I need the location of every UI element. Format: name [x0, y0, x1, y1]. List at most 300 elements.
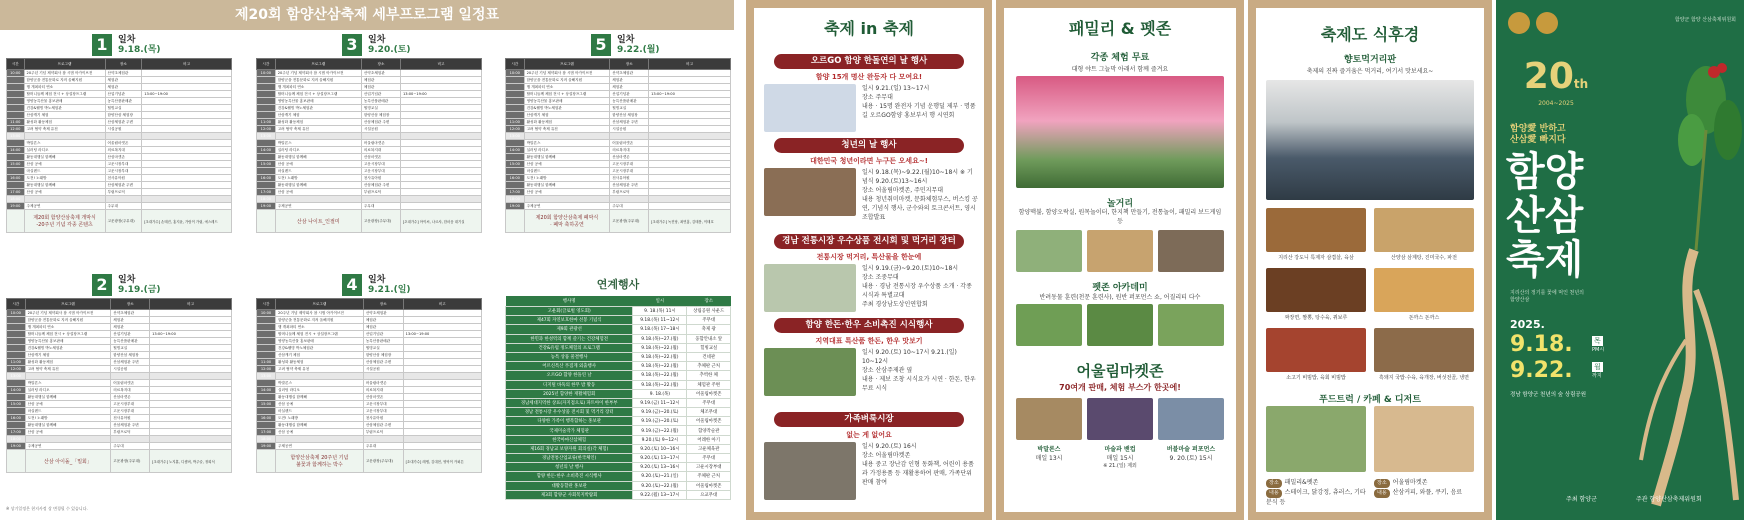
dessert-photo [1374, 406, 1474, 472]
cover-panel [1496, 0, 1744, 520]
evening-row [7, 450, 232, 473]
table-row [7, 189, 232, 196]
venue-cell: 산업기념관 [111, 331, 150, 338]
remark-cell [150, 443, 232, 450]
remark-cell [400, 112, 481, 119]
remark-cell [403, 345, 481, 352]
program-cell: 함양군을 전통문화로 지켜 올해지원 [275, 77, 361, 84]
remark-cell [150, 373, 232, 380]
venue-cell [361, 133, 400, 140]
venue-cell: 체험관 [610, 84, 649, 91]
table-row [506, 343, 731, 352]
event-date-cell: 9. 18.(목) 11시 [633, 307, 687, 316]
table-row [257, 380, 482, 387]
table-header: 장소 [610, 59, 649, 70]
event-name-cell: 제16회 경남교 보양자원 회의실(각 체험) [506, 444, 633, 453]
remark-cell [403, 429, 481, 436]
program-cell: 실러팅 라디오 [524, 147, 610, 154]
remark-cell [150, 436, 232, 443]
time-cell: 17:00 [257, 429, 276, 436]
time-cell: 14:00 [7, 147, 25, 154]
schedule-panel [0, 0, 734, 520]
venue-cell [610, 196, 649, 203]
program-cell [524, 196, 610, 203]
table-row [257, 133, 482, 140]
day-date: 9.19.(금) [118, 285, 161, 295]
event-name-cell: 한국아마산삼체험 [506, 435, 633, 444]
program-cell: 활동대행실 함께해 [276, 422, 364, 429]
time-cell: 14:00 [257, 147, 276, 154]
table-row [257, 161, 482, 168]
venue-cell: 산삼체험관 주변 [105, 119, 142, 126]
info-line: 내용 청년취미마켓, 문화체험부스, 버스킹 공연, 기념식 행사, 군수와의 토크콘서트, 영시조합발표 [862, 196, 978, 221]
day-date: 9.20.(토) [368, 45, 411, 55]
game-photo [1016, 230, 1082, 272]
table-row [7, 168, 232, 175]
day-label: 일차 [118, 35, 136, 45]
time-cell: 14:00 [257, 387, 276, 394]
program-cell: 산삼 공예 [25, 429, 111, 436]
program-cell: 고려 협약 축제 유천 [275, 126, 361, 133]
program-cell: 산삼 공예 [24, 189, 105, 196]
program-cell: 실러팅 라디오 [276, 387, 364, 394]
table-row [257, 394, 482, 401]
venue-cell: 산약초체험관 [111, 310, 150, 317]
table-row [257, 338, 482, 345]
table-header: 시간 [7, 299, 26, 310]
time-cell: 17:00 [7, 189, 25, 196]
day-number: 2 [92, 274, 112, 296]
time-cell [7, 352, 26, 359]
remark-cell [400, 189, 481, 196]
program-cell: 20주년 기념 제약회사 참 시범 아카이브전 [275, 70, 361, 77]
market-photo [1158, 398, 1224, 440]
table-row [257, 310, 482, 317]
section-photo [764, 348, 856, 396]
table-header: 프로그램 [25, 299, 111, 310]
remark-cell [649, 154, 731, 161]
table-row [257, 366, 482, 373]
time-cell: 15:00 [7, 401, 26, 408]
time-cell [7, 338, 26, 345]
program-cell: 할머니들께 체험 전시 + 상설장프그램 [524, 91, 610, 98]
food-photo [1374, 268, 1474, 312]
remark-cell [142, 147, 232, 154]
time-cell [257, 84, 276, 91]
venue-cell: 시설공원 [111, 366, 150, 373]
section-info [862, 84, 978, 120]
food-caption: 소고기 비빔밥, 육회 비빔밥 [1286, 375, 1346, 381]
time-cell: 14:00 [7, 387, 26, 394]
time-cell [257, 182, 276, 189]
table-row [506, 352, 731, 361]
time-cell [506, 154, 525, 161]
time-cell: 19:00 [506, 203, 525, 210]
time-cell [506, 105, 525, 112]
cover-slogan: 함양愛 반하고 산삼愛 빠지다 [1510, 124, 1566, 145]
evening-event: 제20회 함양산삼축제 개막식 -20주년 기념 각종 콘텐츠 [24, 210, 105, 233]
table-row [506, 472, 731, 481]
time-cell [257, 112, 276, 119]
remark-cell [150, 317, 232, 324]
time-cell: 11:00 [7, 359, 26, 366]
time-cell [506, 112, 525, 119]
guest-cell: [초대가수] 노지훈, 디셈버, 박주슬, 정희석 [150, 450, 232, 473]
market-caption: 버블마술 퍼포먼스 9. 20.(토) 15시 [1166, 446, 1216, 462]
venue-cell: 고운시장부대 [105, 161, 142, 168]
table-row [7, 394, 232, 401]
table-row [257, 317, 482, 324]
info-line: 내용 · 제보 조창 시식요가 시연 · 한돈, 한우 무료 시식 [862, 376, 976, 392]
time-cell: 16:00 [257, 415, 276, 422]
time-cell: 13:00 [257, 373, 276, 380]
venue-cell: 어울림마켓존 [363, 380, 403, 387]
table-header: 시간 [257, 59, 276, 70]
time-cell [7, 105, 25, 112]
remark-cell [142, 70, 232, 77]
table-row [257, 189, 482, 196]
event-venue-cell: 고운시장부대 [687, 463, 731, 472]
program-cell: 건강&웰빙 박노체험관 [275, 105, 361, 112]
festival-card [754, 8, 984, 512]
table-row [7, 161, 232, 168]
venue-cell: 힐빙교실 [361, 105, 400, 112]
table-row [7, 324, 232, 331]
info-line: 장소 어울림마켓존, 주민지무대 [862, 187, 944, 194]
venue-cell: 체험관 [363, 324, 403, 331]
emblem-icon [1508, 12, 1530, 34]
table-row [257, 422, 482, 429]
remark-cell [403, 338, 481, 345]
table-row [506, 77, 731, 84]
program-cell: 실러팅 라디오 [24, 147, 105, 154]
cover-desc: 지리산의 정기를 꽃에 먹인 천년의 함양산삼 [1510, 290, 1584, 303]
venue-cell: 힐빙교실 [610, 105, 649, 112]
table-row [7, 182, 232, 189]
program-cell: 실러팅 라디오 [25, 387, 111, 394]
time-cell: 10:00 [506, 70, 525, 77]
table-row [7, 345, 232, 352]
time-cell [7, 317, 26, 324]
table-row [506, 362, 731, 371]
remark-cell [150, 338, 232, 345]
table-header: 비고 [150, 299, 232, 310]
venue-cell: 산삼체험관 주변 [361, 119, 400, 126]
program-cell: 고려 협약 축제 유천 [24, 126, 105, 133]
section-heading: 펫존 아카데미 [1092, 283, 1148, 293]
table-row [506, 112, 731, 119]
table-row [257, 429, 482, 436]
table-row [7, 359, 232, 366]
day-label-block [617, 35, 660, 55]
program-cell: 활성화 활동체험 [24, 119, 105, 126]
program-cell [25, 373, 111, 380]
remark-cell [649, 182, 731, 189]
table-row [7, 331, 232, 338]
event-date-cell: 9.20.(토) 10~16시 [633, 444, 687, 453]
time-cell: 16:00 [257, 175, 276, 182]
event-date-cell: 9.19.(금)~20.(토) [633, 417, 687, 426]
time-cell: 13:00 [257, 133, 276, 140]
time-cell: 15:00 [7, 161, 25, 168]
table-row [7, 443, 232, 450]
table-row [7, 119, 232, 126]
program-cell: 할머니들께 체험 전시 + 상설장프그램 [25, 331, 111, 338]
remark-cell [649, 112, 731, 119]
remark-cell [400, 84, 481, 91]
time-cell: 18:00 [257, 436, 276, 443]
section-banner: 청년의 날 행사 [774, 138, 964, 153]
time-cell [257, 210, 276, 233]
time-cell: 13:00 [7, 373, 26, 380]
event-venue-cell: 어울림마켓존 [687, 481, 731, 490]
section-subtitle: 70여개 판매, 체험 부스가 한곳에! [1059, 383, 1181, 392]
program-cell: 20주년 기념 제약회사 참 시범 아카이브전 [24, 70, 105, 77]
cover-start-date: 9.18. [1510, 332, 1573, 357]
table-header: 비고 [403, 299, 481, 310]
table-header: 시간 [257, 299, 276, 310]
program-cell: 산삼캐기 체험 [25, 352, 111, 359]
remark-cell [400, 196, 481, 203]
time-cell [257, 105, 276, 112]
venue-cell: 산삼체험관 주변 [111, 359, 150, 366]
remark-cell [649, 168, 731, 175]
time-cell [257, 422, 276, 429]
time-cell [7, 394, 26, 401]
table-row [506, 154, 731, 161]
table-row [506, 380, 731, 389]
day-label: 일차 [368, 275, 386, 285]
table-row [7, 422, 232, 429]
anniversary-years: 2004~2025 [1538, 100, 1574, 107]
table-row [506, 426, 731, 435]
remark-cell [400, 154, 481, 161]
day-number: 5 [591, 34, 611, 56]
time-cell [257, 91, 276, 98]
table-row [506, 91, 731, 98]
info-line: 장소 산삼주제관 옆 [862, 367, 913, 374]
remark-cell [649, 133, 731, 140]
day-schedule-table [256, 58, 482, 233]
time-cell [257, 317, 276, 324]
section-photo [764, 168, 856, 216]
time-cell [257, 154, 276, 161]
remark-cell [403, 324, 481, 331]
table-row [7, 436, 232, 443]
table-row [506, 408, 731, 417]
table-header: 장소 [361, 59, 400, 70]
remark-cell [649, 203, 731, 210]
day-number: 4 [342, 274, 362, 296]
day-label: 일차 [118, 275, 136, 285]
time-cell [257, 380, 276, 387]
food-photo [1374, 328, 1474, 372]
venue-cell: 농특산품판매관 [363, 338, 403, 345]
time-cell: 18:00 [257, 196, 276, 203]
venue-cell: 주무대 [105, 203, 142, 210]
event-date-cell: 9.18.(목)~22.(월) [633, 352, 687, 361]
venue-cell: 부림프로덕 [105, 189, 142, 196]
venue-cell: 농특산품판매관 [111, 338, 150, 345]
event-date-cell: 9.20.(토) 13~17시 [633, 454, 687, 463]
table-row [506, 98, 731, 105]
event-venue-cell: 주무대 [687, 454, 731, 463]
program-cell: 주제공연 [524, 203, 610, 210]
program-cell: 마실렌드 [24, 168, 105, 175]
program-cell: 주제공연 [276, 443, 364, 450]
day-label-block [368, 35, 411, 55]
remark-cell [142, 154, 232, 161]
program-cell: 활동대행실 함께해 [524, 182, 610, 189]
time-cell [257, 352, 276, 359]
game-photo [1158, 230, 1224, 272]
cover-end-dow: 월 [1594, 363, 1601, 371]
venue-cell: 시설공원 [361, 126, 400, 133]
table-row [506, 454, 731, 463]
program-cell: 주제공연 [275, 203, 361, 210]
program-cell: 건강&웰빙 박노체험관 [24, 105, 105, 112]
time-cell: 18:00 [7, 196, 25, 203]
table-row [7, 196, 232, 203]
table-header: 행사명 [506, 296, 633, 307]
remark-cell [403, 415, 481, 422]
section-banner: 오르GO 함양 한돌연의 날 행사 [774, 54, 964, 69]
time-cell [7, 408, 26, 415]
info-line: 내용 · 15명 완전자 기념 운행딜 제부 · 명품길 오르GO함양 홍보부서 행 시연회 [862, 103, 976, 119]
event-date-cell: 9.20.(토) 13~16시 [633, 463, 687, 472]
market-photo [1016, 398, 1082, 440]
time-cell [506, 182, 525, 189]
food-photo [1266, 328, 1366, 372]
remark-cell [150, 415, 232, 422]
time-cell: 15:00 [506, 161, 525, 168]
day-number: 3 [342, 34, 362, 56]
program-cell [24, 133, 105, 140]
program-cell: 산삼캐기 체험 [276, 352, 364, 359]
time-cell [7, 422, 26, 429]
remark-cell [142, 189, 232, 196]
remark-cell [649, 70, 731, 77]
table-row [257, 70, 482, 77]
game-photo [1087, 230, 1153, 272]
time-cell [7, 345, 26, 352]
venue-cell: 의료복지대 [105, 147, 142, 154]
program-cell: 20주년 기념 제약회사 참 시범 아카이브전 [276, 310, 364, 317]
event-name-cell: 고운회(글로벌 영도회) [506, 307, 633, 316]
market-caption: 박말론스 매일 13시 [1035, 446, 1063, 462]
program-cell: 도전! 노래방 [25, 415, 111, 422]
venue-cell: 산삼마켓존 [610, 154, 649, 161]
event-date-cell: 9.18.(목)~22.(월) [633, 371, 687, 380]
section-heading: 향토먹거리판 [1343, 55, 1397, 65]
remark-cell [150, 394, 232, 401]
venue-cell: 천사유아원 [363, 415, 403, 422]
family-card [1004, 8, 1236, 512]
table-row [506, 189, 731, 196]
time-cell: 19:00 [257, 443, 276, 450]
table-row [7, 133, 232, 140]
table-row [506, 417, 731, 426]
remark-cell [142, 168, 232, 175]
program-cell: 영양농특산물 홍보판매 [275, 98, 361, 105]
remark-cell [403, 380, 481, 387]
remark-cell [150, 401, 232, 408]
time-cell: 11:00 [506, 119, 525, 126]
day-schedule-table [6, 58, 232, 233]
remark-cell [403, 422, 481, 429]
time-cell [257, 450, 276, 473]
program-cell: 산삼 공예 [524, 189, 610, 196]
table-row [7, 175, 232, 182]
table-row [7, 373, 232, 380]
section-heading: 각종 체험 무료 [1090, 53, 1150, 63]
evening-event: 산삼 아이돌_「밀회」 [25, 450, 111, 473]
venue-cell: 농특산품판매관 [610, 98, 649, 105]
table-row [257, 345, 482, 352]
event-name-cell: 농특 상품 물결행사 [506, 352, 633, 361]
program-cell: 활동대행실 함께해 [276, 394, 364, 401]
table-row [257, 196, 482, 203]
time-cell: 10:00 [257, 310, 276, 317]
event-date-cell: 9.22.(월) 13~17시 [633, 490, 687, 499]
evening-event: 산삼 나이트_인절미 [275, 210, 361, 233]
section-banner: 가족벼룩시장 [774, 412, 964, 427]
table-row [506, 161, 731, 168]
section-subtitle: 반려동물 훈련(천문 훈련사), 원반 퍼포먼스 쇼, 어질리티 다수 [1039, 294, 1201, 301]
program-cell: 영양농특산물 홍보판매 [276, 338, 364, 345]
food-caption: 지리산 강도니 특제자 삼겹살, 육삼 [1278, 255, 1354, 261]
remark-cell [403, 310, 481, 317]
venue-cell: 주무대 [111, 443, 150, 450]
table-header: 프로그램 [275, 59, 361, 70]
program-cell: 함양군을 전통문화로 지켜 올해지원 [524, 77, 610, 84]
venue-cell: 산삼체험관 주변 [361, 182, 400, 189]
remark-cell [400, 175, 481, 182]
table-row [257, 387, 482, 394]
program-cell: 활동대행실 함께해 [25, 422, 111, 429]
program-cell [275, 133, 361, 140]
food-card [1256, 8, 1484, 512]
event-name-cell: 함양 한돈·한우 소비촉진 시식행사 [506, 472, 633, 481]
remark-cell [403, 352, 481, 359]
venue-cell: 어울림마켓존 [111, 380, 150, 387]
venue-cell: 부림프로덕 [610, 189, 649, 196]
section-subtitle: 함양 15개 명산 완등자 다 모여요! [815, 73, 923, 81]
program-cell: 행 개최파티 연소 [276, 324, 364, 331]
guest-cell: [초대가수] 아이씨, 나르샤, 한마음 대기실 [400, 210, 481, 233]
table-row [257, 105, 482, 112]
program-cell: 도전! 노래방 [275, 175, 361, 182]
table-row [506, 168, 731, 175]
family-pet-panel [996, 0, 1244, 520]
table-row [506, 307, 731, 316]
time-cell: 15:00 [257, 161, 276, 168]
market-caption: 마술과 밴컵 매일 15시 ※ 21.(일) 제외 [1103, 446, 1137, 469]
event-venue-cell: 주체판 근처 [687, 472, 731, 481]
info-line: 일시 9.19.(금)~9.20.(토)10~18시 [862, 265, 959, 272]
time-cell: 17:00 [257, 189, 276, 196]
event-venue-cell: 주무대 [687, 316, 731, 325]
program-cell: 산삼 공예 [275, 161, 361, 168]
program-cell: 행 개최파티 연소 [524, 84, 610, 91]
time-cell [7, 91, 25, 98]
day-header [342, 274, 411, 296]
event-date-cell: 9.18.(목)~22.(월) [633, 362, 687, 371]
table-row [257, 436, 482, 443]
remark-cell [400, 203, 481, 210]
venue-cell: 고운시장부대 [363, 401, 403, 408]
time-cell [506, 140, 525, 147]
